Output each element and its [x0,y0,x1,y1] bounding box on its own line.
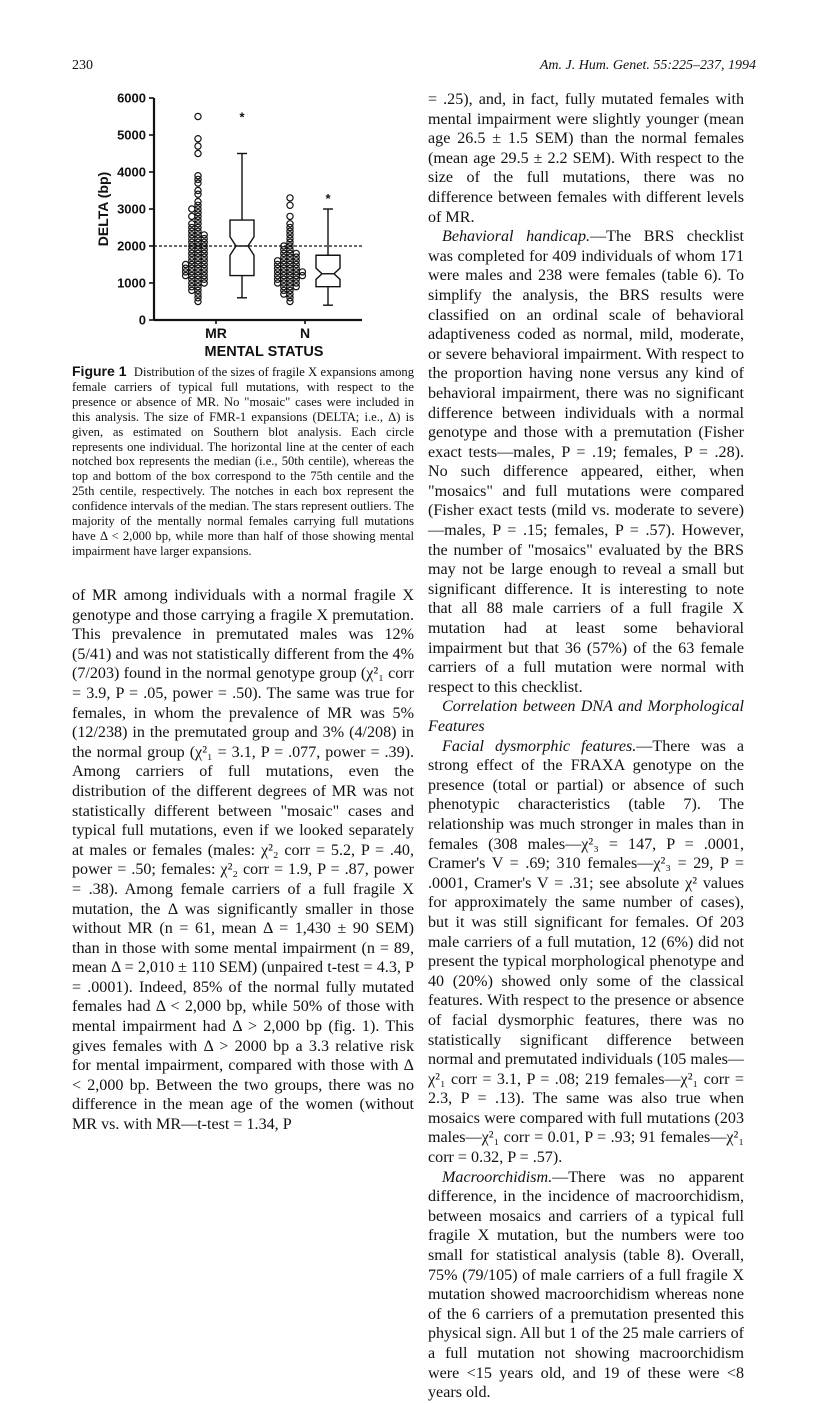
caption-text: Distribution of the sizes of fragile X expansions among female carriers of typical full mutations, with respect to the presence or absence of MR. No "mosaic" cases were included in this analysis. The size of FMR-1 expansions (DELTA; i.e., Δ) is given, as estimated on Southern blot analysis. Each circle represents one individual. The horizontal line at the center of each notched box represents the median (i.e., 50th centile), whereas the top and bottom of the box correspond to the 75th centile and the 25th centile, respectively. The notches in each box represent the confidence intervals of the median. The stars represent outliers. The majority of the mentally normal females carrying full mutations have Δ < 2,000 bp, while more than half of those showing mental impairment have larger expansions. [72,365,414,558]
paragraph-text: —There was no apparent difference, in the incidence of macroorchidism, between mosaics and carriers of a typical full fragile X mutation, but the numbers were too small for statistical analysis (table 8). Overall, 75% (79/105) of male carriers of a full fragile X mutation showed macroorchidism whereas none of the 6 carriers of a premutation presented this physical sign. All but 1 of the 25 male carriers of a full mutation not showing macroorchidism were <15 years old, and 19 of these were <8 years old. [428,1168,744,1402]
data-point [189,206,195,212]
data-point [201,280,207,286]
figure-label: Figure 1 [72,363,127,379]
data-point [189,287,195,293]
outlier-star: * [239,109,245,125]
right-column [428,90,744,1403]
run-in-heading: Facial dysmorphic features. [442,737,637,755]
y-tick-label: 5000 [117,127,146,143]
y-tick-label: 2000 [117,238,146,254]
data-point [195,298,201,304]
y-tick-label: 0 [138,312,146,328]
data-point [183,273,189,279]
page-number: 230 [72,58,93,73]
data-point [299,273,305,279]
paragraph [428,737,744,1168]
data-point [287,195,293,201]
journal-citation: Am. J. Hum. Genet. 55:225–237, 1994 [539,58,756,73]
data-point [195,136,201,142]
delta-box-plot [72,84,372,362]
data-point [287,202,293,208]
paragraph-text: —There was a strong effect of the FRAXA genotype on the presence (total or partial) or absence of such phenotypic characteristics (table 7). The relationship was much stronger in males than in females (308 males—χ²₃ = 147, P = .0001, Cramer's V = .69; 310 females—χ²₃ = 29, P = .0001, Cramer's V = .31; see absolute χ² values for approximately the same number of cases), but it was still significant for females. Of 203 male carriers of a full mutation, 12 (6%) did not present the typical morphological phenotype and 40 (20%) showed only some of the classical features. With respect to the presence or absence of facial dysmorphic features, there was no statistically significant difference between normal and premutated individuals (105 males—χ²₁ corr = 3.1, P = .08; 219 females—χ²₁ corr = 2.3, P = .13). The same was also true when mosaics were compared with full mutations (203 males—χ²₁ corr = 0.01, P = .93; 91 females—χ²₁ corr = 0.32, P = .57). [428,737,744,1167]
y-axis-label: DELTA (bp) [95,171,111,247]
data-point [195,180,201,186]
data-point [189,213,195,219]
notched-box [230,220,254,276]
run-in-heading: Behavioral handicap. [442,228,591,246]
figure-caption [72,364,414,559]
run-in-heading: Macroorchidism. [442,1168,553,1186]
data-point [287,213,293,219]
paragraph: = .25), and, in fact, fully mutated females with mental impairment were slightly younger (mean age 26.5 ± 1.5 SEM) than the normal females (mean age 29.5 ± 2.2 SEM). With respect to the size of the full mutations, there was no difference between females with different levels of MR. [428,91,744,226]
paragraph [428,227,744,697]
data-point [195,143,201,149]
data-point [195,113,201,119]
data-point [287,298,293,304]
notched-box [316,255,340,286]
x-category-label: MR [205,325,227,341]
data-point [275,280,281,286]
data-point [281,291,287,297]
section-heading: Correlation between DNA and Morphological Features [428,698,744,735]
paragraph-text: —The BRS checklist was completed for 409 individuals of whom 171 were males and 238 were females (table 6). To simplify the analysis, the BRS results were classified on an ordinal scale of behavioral adaptiveness coded as normal, mild, moderate, or severe behavioral impairment. With respect to the proportion having none versus any kind of behavioral impairment, there was no significant difference between individuals with a normal genotype and those with a premutation (Fisher exact tests—males, P = .19; females, P = .28). No such difference appeared, either, when "mosaics" and full mutations were compared (Fisher exact tests (mild vs. moderate to severe)—males, P = .15; females, P = .57). However, the number of "mosaics" evaluated by the BRS may not be large enough to reveal a small but significant difference. It is interesting to note that all 88 male carriers of a full fragile X mutation had at least some behavioral impairment but that 36 (57%) of the 63 female carriers of a full mutation were normal with respect to this checklist. [428,228,745,696]
y-tick-label: 1000 [117,275,146,291]
outlier-star: * [325,190,331,206]
figure-1 [72,84,414,367]
y-tick-label: 6000 [117,90,146,106]
x-category-label: N [299,325,311,341]
paragraph: of MR among individuals with a normal fragile X genotype and those carrying a fragile X premutation. This prevalence in premutated males was 12% (5/41) and was not statistically different from the 4% (7/203) found in the normal genotype group (χ²₁ corr = 3.9, P = .05, power = .50). The same was true for females, in whom the prevalence of MR was 5% (12/238) in the premutated group and 3% (4/208) in the normal group (χ²₁ = 3.1, P = .077, power = .39). Among carriers of full mutations, even the distribution of the different degrees of MR was not statistically different between "mosaic" cases and typical full mutations, even if we looked separately at males or females (males: χ²₂ corr = 5.2, P = .40, power = .50; females: χ²₂ corr = 1.9, P = .87, power = .38). Among female carriers of a full fragile X mutation, the Δ was significantly smaller in those without MR (n = 61, mean Δ = 1,430 ± 90 SEM) than in those with some mental impairment (n = 89, mean Δ = 2,010 ± 110 SEM) (unpaired t-test = 4.3, P = .0001). Indeed, 85% of the normal fully mutated females had Δ < 2,000 bp, while 50% of those with mental impairment had Δ > 2,000 bp (fig. 1). This gives females with Δ > 2000 bp a 3.3 relative risk for mental impairment, compared with those with Δ < 2,000 bp. Between the two groups, there was no difference in the mean age of the women (without MR vs. with MR—t-test = 1.34, P [72,587,414,1134]
y-tick-label: 3000 [117,201,146,217]
paragraph [428,1168,744,1403]
left-column-text [72,586,414,1135]
x-axis-label: MENTAL STATUS [204,344,324,360]
data-point [195,150,201,156]
y-tick-label: 4000 [117,164,146,180]
